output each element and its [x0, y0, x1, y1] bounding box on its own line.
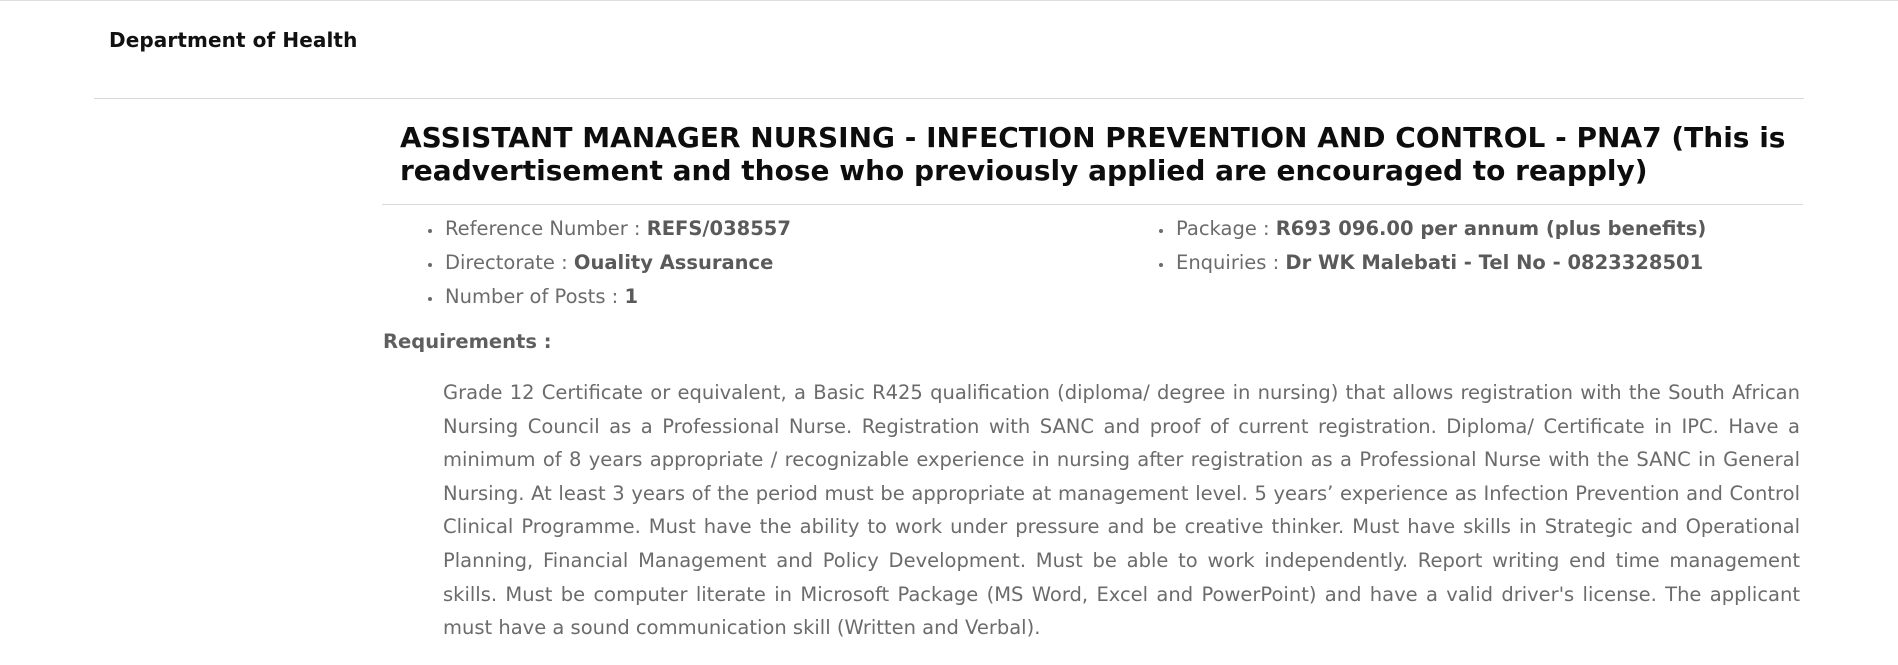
details-list-right: [1174, 212, 1706, 280]
detail-value: REFS/038557: [646, 217, 791, 240]
detail-value: R693 096.00 per annum (plus benefits): [1275, 217, 1707, 240]
detail-label: Reference Number :: [445, 217, 647, 240]
detail-label: Enquiries :: [1176, 251, 1286, 274]
detail-label: Package :: [1176, 217, 1276, 240]
detail-value: Ouality Assurance: [573, 251, 774, 274]
detail-package: [1174, 212, 1706, 246]
detail-label: Directorate :: [445, 251, 574, 274]
title-divider: [382, 204, 1803, 205]
detail-number-of-posts: [443, 280, 791, 314]
requirements-heading: Requirements :: [383, 330, 552, 353]
detail-reference-number: [443, 212, 791, 246]
requirements-text: Grade 12 Certificate or equivalent, a Basic R425 qualification (diploma/ degree in nursing) that allows registration with the South African Nursing Council as a Professional Nurse. Registration with SANC and proof of current registration. Diploma/ Certificate in IPC. Have a minimum of 8 years appropriate / recognizable experience in nursing after registration as a Professional Nurse with the SANC in General Nursing. At least 3 years of the period must be appropriate at management level. 5 years’ experience as Infection Prevention and Control Clinical Programme. Must have the ability to work under pressure and be creative thinker. Must have skills in Strategic and Operational Planning, Financial Management and Policy Development. Must be able to work independently. Report writing end time management skills. Must be computer literate in Microsoft Package (MS Word, Excel and PowerPoint) and have a valid driver's license. The applicant must have a sound communication skill (Written and Verbal).: [443, 381, 1800, 640]
detail-directorate: [443, 246, 791, 280]
header-divider: [94, 98, 1804, 99]
details-list-left: [443, 212, 791, 314]
detail-enquiries: [1174, 246, 1706, 280]
org-name[interactable]: Department of Health: [109, 28, 358, 52]
top-border: [0, 0, 1898, 1]
detail-value: Dr WK Malebati - Tel No - 0823328501: [1285, 251, 1704, 274]
job-title: ASSISTANT MANAGER NURSING - INFECTION PREVENTION AND CONTROL - PNA7 (This is readvertisement and those who previously applied are encouraged to reapply): [400, 121, 1786, 187]
detail-label: Number of Posts :: [445, 285, 625, 308]
detail-value: 1: [624, 285, 639, 308]
